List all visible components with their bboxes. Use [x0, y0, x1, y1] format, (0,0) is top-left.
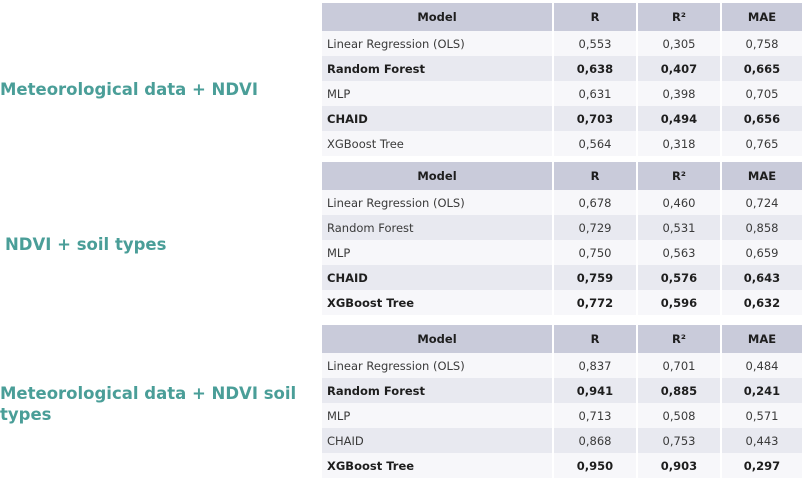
table-row	[322, 56, 802, 81]
cell-mae: 0,241	[720, 378, 802, 403]
cell-mae: 0,297	[720, 453, 802, 478]
header-model: Model	[322, 325, 552, 353]
header-mae: MAE	[720, 3, 802, 31]
header-r2: R²	[636, 162, 720, 190]
cell-model: MLP	[322, 403, 552, 428]
results-table-meteo-ndvi	[322, 3, 802, 156]
cell-r2: 0,305	[636, 31, 720, 56]
table-row	[322, 190, 802, 215]
header-r2: R²	[636, 325, 720, 353]
cell-mae: 0,484	[720, 353, 802, 378]
cell-r2: 0,508	[636, 403, 720, 428]
cell-mae: 0,571	[720, 403, 802, 428]
cell-mae: 0,858	[720, 215, 802, 240]
cell-r2: 0,398	[636, 81, 720, 106]
cell-mae: 0,659	[720, 240, 802, 265]
cell-mae: 0,632	[720, 290, 802, 315]
cell-r2: 0,596	[636, 290, 720, 315]
header-r2: R²	[636, 3, 720, 31]
header-mae: MAE	[720, 162, 802, 190]
cell-r: 0,950	[552, 453, 636, 478]
results-table-meteo-ndvi-soil	[322, 325, 802, 478]
cell-r2: 0,407	[636, 56, 720, 81]
cell-mae: 0,643	[720, 265, 802, 290]
header-mae: MAE	[720, 325, 802, 353]
table-row	[322, 31, 802, 56]
table-row	[322, 428, 802, 453]
cell-r: 0,553	[552, 31, 636, 56]
header-r: R	[552, 3, 636, 31]
table-row	[322, 240, 802, 265]
table-header-row	[322, 325, 802, 353]
cell-r: 0,713	[552, 403, 636, 428]
cell-model: Random Forest	[322, 56, 552, 81]
cell-r2: 0,460	[636, 190, 720, 215]
header-model: Model	[322, 162, 552, 190]
table-row	[322, 81, 802, 106]
cell-r: 0,837	[552, 353, 636, 378]
cell-mae: 0,758	[720, 31, 802, 56]
cell-model: CHAID	[322, 106, 552, 131]
cell-r: 0,729	[552, 215, 636, 240]
cell-r: 0,678	[552, 190, 636, 215]
cell-model: Random Forest	[322, 215, 552, 240]
cell-mae: 0,705	[720, 81, 802, 106]
cell-r: 0,868	[552, 428, 636, 453]
cell-model: XGBoost Tree	[322, 290, 552, 315]
cell-mae: 0,656	[720, 106, 802, 131]
cell-model: XGBoost Tree	[322, 453, 552, 478]
cell-mae: 0,724	[720, 190, 802, 215]
cell-model: MLP	[322, 240, 552, 265]
table-row	[322, 290, 802, 315]
table-row	[322, 131, 802, 156]
cell-r2: 0,701	[636, 353, 720, 378]
table-row	[322, 265, 802, 290]
group-label-ndvi-soil: NDVI + soil types	[5, 235, 167, 254]
cell-r: 0,772	[552, 290, 636, 315]
table-row	[322, 378, 802, 403]
cell-r2: 0,531	[636, 215, 720, 240]
cell-model: Linear Regression (OLS)	[322, 190, 552, 215]
table-row	[322, 106, 802, 131]
table-header-row	[322, 3, 802, 31]
header-r: R	[552, 162, 636, 190]
cell-model: CHAID	[322, 428, 552, 453]
cell-r2: 0,494	[636, 106, 720, 131]
results-table-ndvi-soil	[322, 162, 802, 315]
cell-model: Random Forest	[322, 378, 552, 403]
cell-r: 0,703	[552, 106, 636, 131]
cell-r2: 0,885	[636, 378, 720, 403]
table-row	[322, 453, 802, 478]
cell-model: Linear Regression (OLS)	[322, 353, 552, 378]
table-row	[322, 353, 802, 378]
cell-r2: 0,753	[636, 428, 720, 453]
cell-r2: 0,903	[636, 453, 720, 478]
cell-r: 0,564	[552, 131, 636, 156]
cell-model: MLP	[322, 81, 552, 106]
cell-r: 0,941	[552, 378, 636, 403]
table-row	[322, 403, 802, 428]
cell-r2: 0,563	[636, 240, 720, 265]
cell-mae: 0,443	[720, 428, 802, 453]
cell-r2: 0,318	[636, 131, 720, 156]
cell-model: XGBoost Tree	[322, 131, 552, 156]
cell-model: Linear Regression (OLS)	[322, 31, 552, 56]
group-label-meteo-ndvi-soil: Meteorological data + NDVI soil types	[0, 384, 297, 424]
cell-r: 0,638	[552, 56, 636, 81]
cell-model: CHAID	[322, 265, 552, 290]
group-label-meteo-ndvi: Meteorological data + NDVI	[0, 80, 258, 99]
header-model: Model	[322, 3, 552, 31]
table-header-row	[322, 162, 802, 190]
cell-r2: 0,576	[636, 265, 720, 290]
cell-r: 0,759	[552, 265, 636, 290]
cell-r: 0,631	[552, 81, 636, 106]
header-r: R	[552, 325, 636, 353]
cell-mae: 0,765	[720, 131, 802, 156]
cell-r: 0,750	[552, 240, 636, 265]
cell-mae: 0,665	[720, 56, 802, 81]
table-row	[322, 215, 802, 240]
